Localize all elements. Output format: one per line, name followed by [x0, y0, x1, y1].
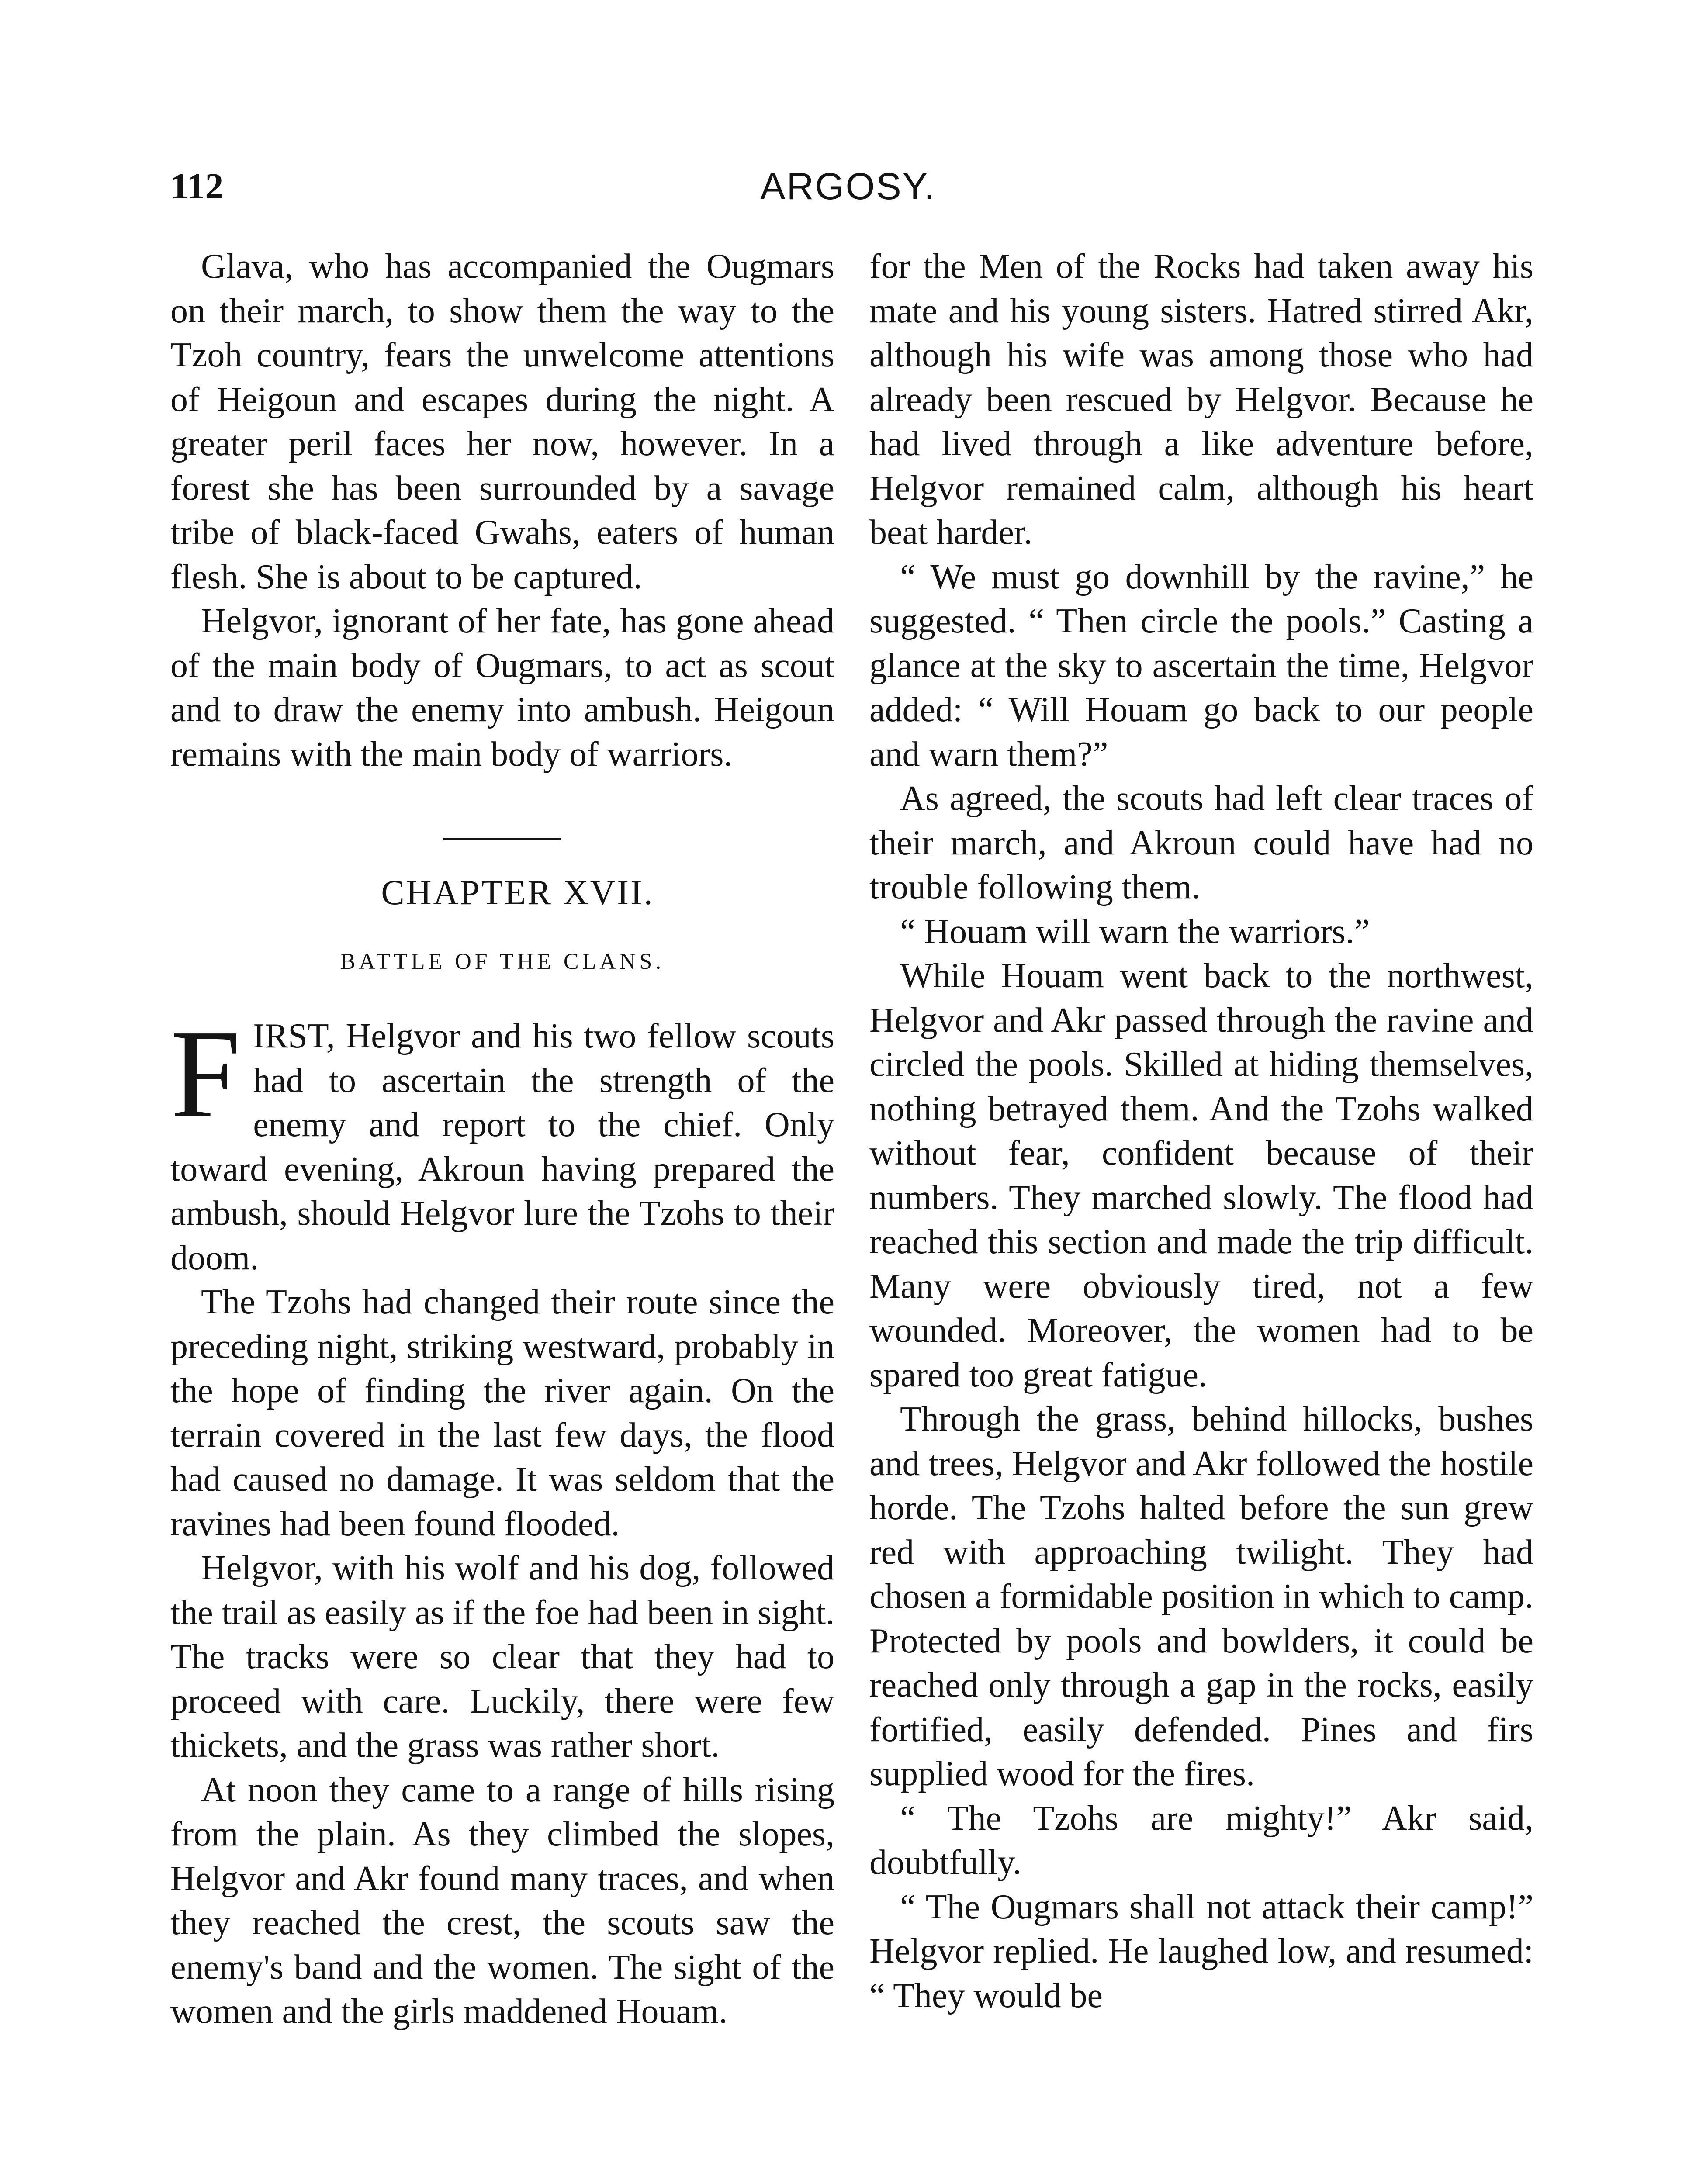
body-paragraph: “ Houam will warn the warriors.” — [900, 912, 1370, 951]
body-paragraph: As agreed, the scouts had left clear traces of their march, and Akroun could have had no trouble following them. — [869, 779, 1533, 906]
body-paragraph: “ The Tzohs are mighty!” Akr said, doubtfully. — [869, 1799, 1533, 1882]
chapter-subtitle: BATTLE OF THE CLANS. — [340, 949, 665, 974]
body-paragraph: “ The Ougmars shall not attack their camp!” Helgvor replied. He laughed low, and resumed: “ They would be — [869, 1887, 1533, 2015]
chapter-title: CHAPTER XVII. — [381, 874, 654, 912]
synopsis-paragraph: Helgvor, ignorant of her fate, has gone ahead of the main body of Ougmars, to act as scout and to draw the enemy into ambush. Heigoun remains with the main body of warriors. — [170, 602, 834, 774]
continued-paragraph: for the Men of the Rocks had taken away his mate and his young sisters. Hatred stirred Akr, although his wife was among those who had already been rescued by Helgvor. Because he had lived through a like adventure before, Helgvor remained calm, although his heart beat harder. — [869, 247, 1533, 552]
page-header — [170, 165, 1526, 218]
drop-cap: F — [170, 1004, 241, 1144]
synopsis-paragraph: Glava, who has accompanied the Ougmars on their march, to show them the way to the Tzoh country, fears the unwelcome attentions of Heigoun and escapes during the night. A greater peril faces her now, however. In a forest she has been surrounded by a savage tribe of black-faced Gwahs, eaters of human flesh. She is about to be captured. — [170, 247, 834, 596]
body-paragraph: Helgvor, with his wolf and his dog, followed the trail as easily as if the foe had been in sight. The tracks were so clear that they had to proceed with care. Luckily, there were few thickets, and the grass was rather short. — [170, 1549, 834, 1765]
body-paragraph: “ We must go downhill by the ravine,” he suggested. “ Then circle the pools.” Casting a glance at the sky to ascertain the time, Helgvor added: “ Will Houam go back to our people and warn them?” — [869, 557, 1533, 774]
body-paragraph: Through the grass, behind hillocks, bushes and trees, Helgvor and Akr followed the hostile horde. The Tzohs halted before the sun grew red with approaching twilight. They had chosen a formidable position in which to camp. Protected by pools and bowlders, it could be reached only through a gap in the rocks, easily fortified, easily defended. Pines and firs supplied wood for the fires. — [869, 1400, 1533, 1793]
running-head: ARGOSY. — [760, 166, 936, 207]
chapter-opening-paragraph — [170, 1004, 834, 1280]
right-column — [869, 245, 1533, 2018]
synopsis — [170, 245, 834, 777]
left-column — [170, 245, 834, 2034]
opening-paragraph-text: IRST, Helgvor and his two fellow scouts had to ascertain the strength of the enemy and report to the chief. Only toward evening, Akroun having prepared the ambush, should Helgvor lure the Tzohs to their doom. — [170, 1017, 834, 1277]
body-paragraph: At noon they came to a range of hills rising from the plain. As they climbed the slopes, Helgvor and Akr found many traces, and when they reached the crest, the scouts saw the enemy's band and the women. The sight of the women and the girls maddened Houam. — [170, 1770, 834, 2031]
body-paragraph: While Houam went back to the northwest, Helgvor and Akr passed through the ravine and circled the pools. Skilled at hiding themselves, nothing betrayed them. And the Tzohs walked without fear, confident because of their numbers. They marched slowly. The flood had reached this section and made the trip difficult. Many were obviously tired, not a few wounded. Moreover, the women had to be spared too great fatigue. — [869, 957, 1533, 1394]
body-paragraph: The Tzohs had changed their route since the preceding night, striking westward, probably in the hope of finding the river again. On the terrain covered in the last few days, the flood had caused no damage. It was seldom that the ravines had been found flooded. — [170, 1283, 834, 1543]
section-divider — [443, 838, 561, 840]
page-number: 112 — [170, 166, 224, 207]
